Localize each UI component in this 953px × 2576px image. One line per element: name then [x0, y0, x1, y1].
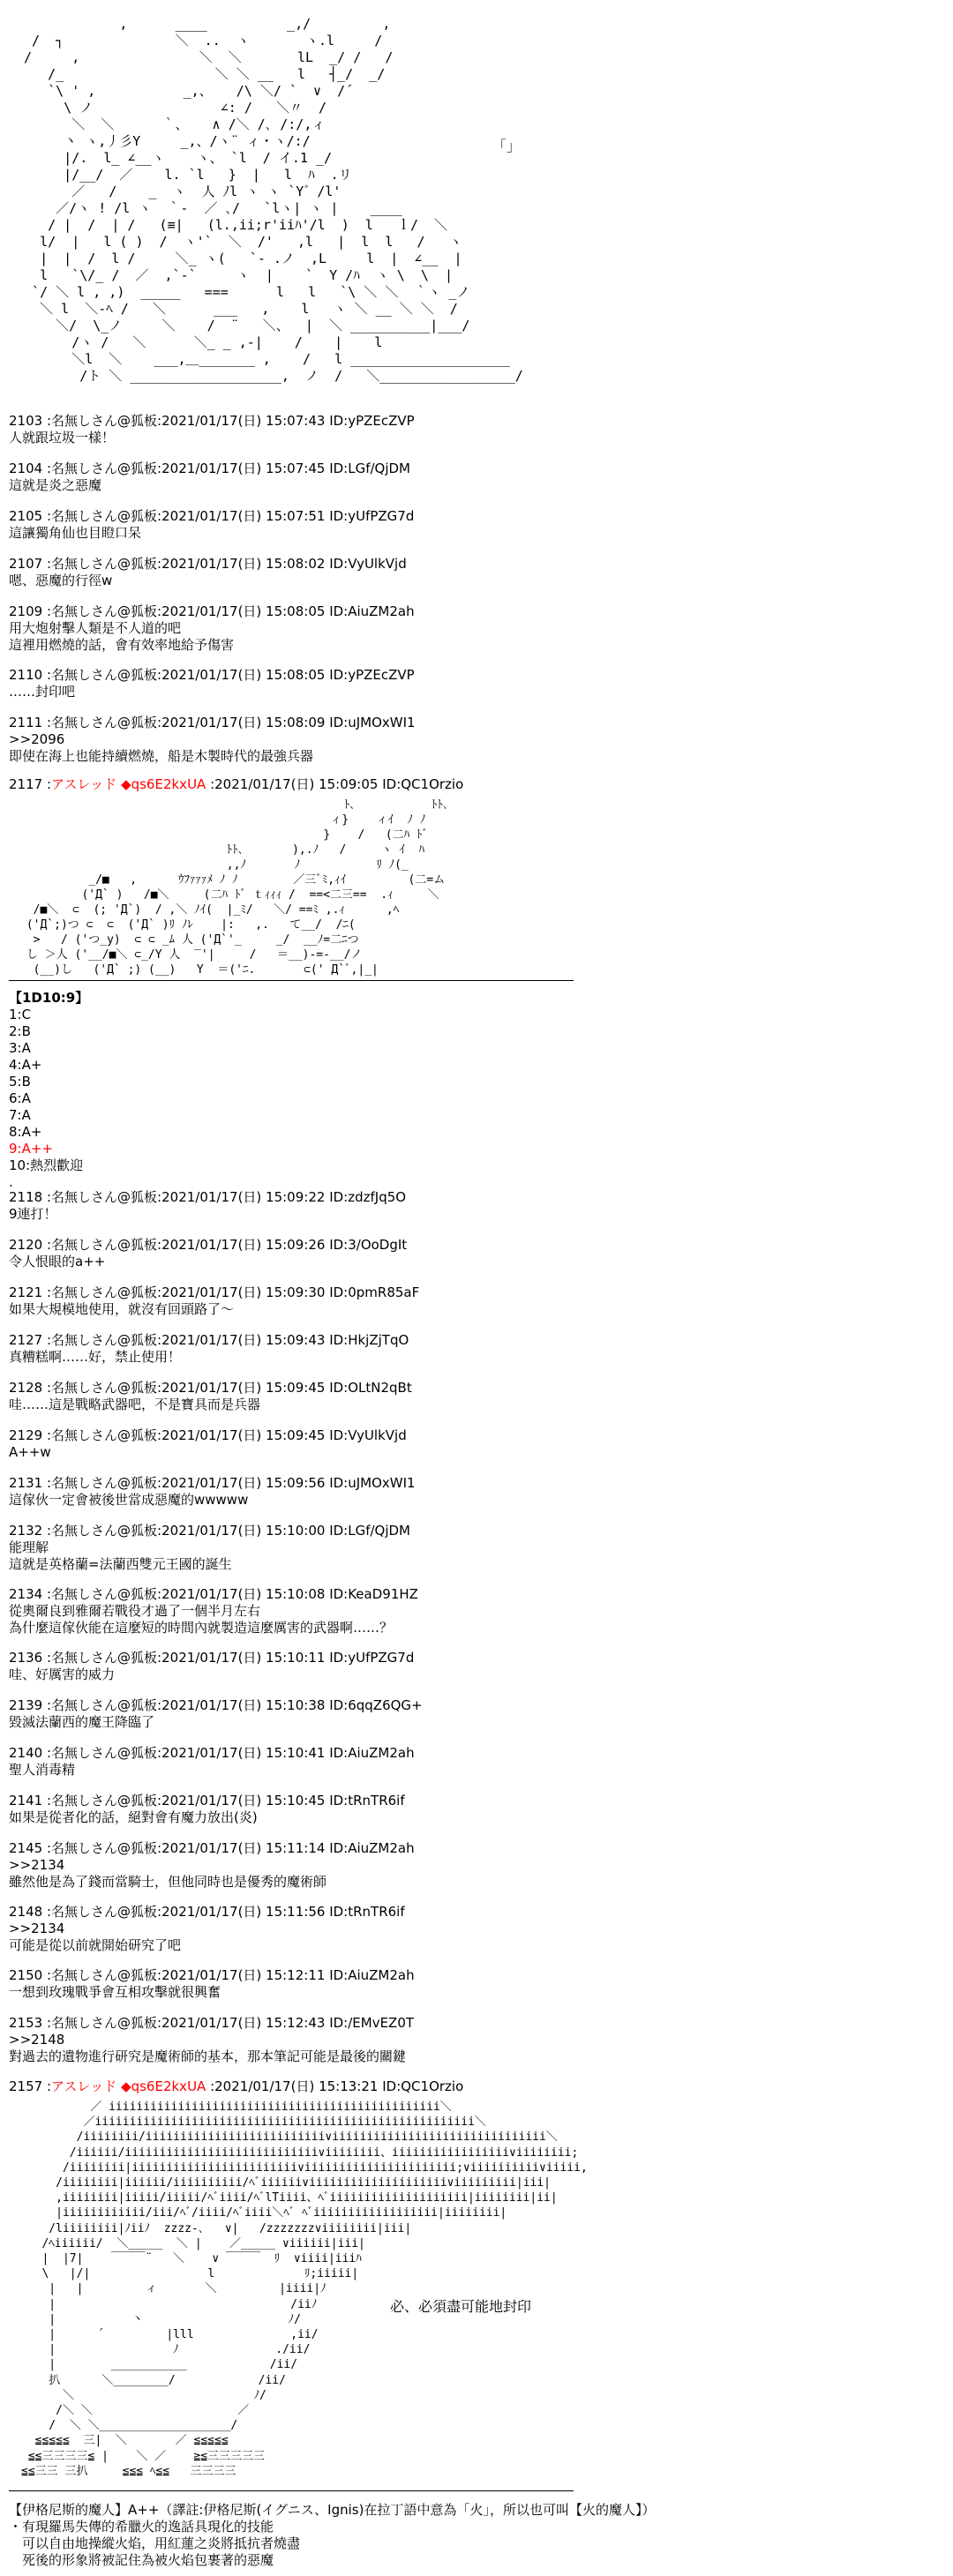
post-2105	[9, 508, 414, 542]
post-header: 2136 :名無しさん@狐板:2021/01/17(日) 15:10:11 ID:yUfPZG7d	[9, 1650, 415, 1666]
post-2103	[9, 413, 415, 446]
post-header: 2109 :名無しさん@狐板:2021/01/17(日) 15:08:05 ID:AiuZM2ah	[9, 603, 415, 619]
post-2134	[9, 1586, 418, 1636]
post-body: 如果大規模地使用，就沒有回頭路了～	[9, 1301, 235, 1317]
post-header: 2132 :名無しさん@狐板:2021/01/17(日) 15:10:00 ID:LGf/QjDM	[9, 1523, 410, 1539]
roll-item-highlight: 9:A++	[9, 1141, 53, 1157]
post-body: 用大炮射擊人類是不人道的吧 這裡用燃燒的話，會有效率地給予傷害	[9, 620, 235, 653]
roll-item: 5:B	[9, 1074, 31, 1090]
post-header: 2110 :名無しさん@狐板:2021/01/17(日) 15:08:05 ID:yPZEcZVP	[9, 667, 415, 683]
post-2121	[9, 1284, 419, 1318]
post-2157	[9, 2078, 463, 2095]
post-header: 2141 :名無しさん@狐板:2021/01/17(日) 15:10:45 ID:tRnTR6if	[9, 1793, 405, 1808]
aa-side-text: 「」	[492, 138, 522, 154]
skill-note: 【伊格尼斯的魔人】A++（譯註:伊格尼斯(イグニス、Ignis)在拉丁語中意為「火」，所以也可叫【火的魔人】） ・有現羅馬失傳的希臘火的逸話具現化的技能 可以自由地操縱火焰，用紅蓮之炎將抵抗者燒盡 死後的形象將被記住為被火焰包裹著的惡魔	[9, 2502, 656, 2568]
post-body: A++w	[9, 1444, 51, 1460]
post-body: 能理解 這就是英格蘭=法蘭西雙元王國的誕生	[9, 1539, 232, 1572]
post-body: 哇……這是戰略武器吧，不是寶具而是兵器	[9, 1397, 261, 1412]
post-header: 2140 :名無しさん@狐板:2021/01/17(日) 15:10:41 ID:AiuZM2ah	[9, 1745, 415, 1761]
post-2148	[9, 1904, 405, 1954]
post-header: 2128 :名無しさん@狐板:2021/01/17(日) 15:09:45 ID:OLtN2qBt	[9, 1380, 412, 1396]
author-name: アスレッド	[51, 2078, 117, 2094]
dice-roll-result	[9, 990, 88, 1191]
roll-title: 【1D10:9】	[9, 990, 89, 1006]
post-body: 如果是從者化的話，絕對會有魔力放出(炎)	[9, 1809, 258, 1825]
post-2107	[9, 556, 407, 589]
post-header: 2127 :名無しさん@狐板:2021/01/17(日) 15:09:43 ID:HkjZjTqO	[9, 1332, 409, 1348]
post-header: 2103 :名無しさん@狐板:2021/01/17(日) 15:07:43 ID:yPZEcZVP	[9, 413, 415, 429]
aa-side-text: 必、必須盡可能地封印	[390, 2298, 532, 2315]
post-body: 毀滅法蘭西的魔王降臨了	[9, 1714, 155, 1730]
post-2136	[9, 1650, 414, 1683]
post-header: 2120 :名無しさん@狐板:2021/01/17(日) 15:09:26 ID:3/OoDgIt	[9, 1237, 408, 1253]
post-2145	[9, 1840, 415, 1891]
post-body: 哇、好厲害的威力	[9, 1666, 116, 1682]
author-name: アスレッド	[51, 776, 117, 792]
post-2120	[9, 1237, 407, 1270]
post-body: 真糟糕啊……好，禁止使用！	[9, 1349, 182, 1365]
roll-item: 1:C	[9, 1007, 32, 1022]
post-header: 2134 :名無しさん@狐板:2021/01/17(日) 15:10:08 ID:KeaD91HZ	[9, 1586, 418, 1602]
post-header: 2107 :名無しさん@狐板:2021/01/17(日) 15:08:02 ID:VyUlkVjd	[9, 556, 407, 572]
author-trip: ◆qs6E2kxUA	[121, 2078, 206, 2094]
post-header: 2105 :名無しさん@狐板:2021/01/17(日) 15:07:51 ID:yUfPZG7d	[9, 508, 415, 524]
post-header: 2139 :名無しさん@狐板:2021/01/17(日) 15:10:38 ID:6qqZ6QG+	[9, 1697, 423, 1713]
post-2109	[9, 603, 415, 654]
post-header: 2148 :名無しさん@狐板:2021/01/17(日) 15:11:56 ID:tRnTR6if	[9, 1904, 405, 1920]
post-header: 2104 :名無しさん@狐板:2021/01/17(日) 15:07:45 ID:LGf/QjDM	[9, 461, 410, 476]
post-body: 人就跟垃圾一樣！	[9, 430, 116, 446]
post-body: 這就是炎之惡魔	[9, 477, 102, 493]
post-header: 2145 :名無しさん@狐板:2021/01/17(日) 15:11:14 ID:AiuZM2ah	[9, 1840, 415, 1856]
post-2110	[9, 667, 415, 700]
roll-item: 6:A	[9, 1090, 31, 1106]
ascii-art-stunned-face: ／ iiiiiiiiiiiiiiiiiiiiiiiiiiiiiiiiiiiiiiiiiiiiiiii＼ ／iiiiiiiiiiiiiiiiiiiiiiiiiiiiiiiiiiiiiiiiiiiiiiiiiiiiiii＼ /iiiiiiii/iiiiiiiiiiiiiiiiiiiiiiiiii∨iiiiiiiiiiiiiiiiiiiiiiiiiiiiiii＼ /iiiiii/iiiiiiiiiiiiiiiiiiiiiiiiiiii∨iiiiiiii、iiiiiiiiiiiiiiiii∨iiiiiiii; /iiiiiiii|iiiiiiiiiiiiiiiiiiiiiiii∨iiiiiiiiiiiiiiiiiiiiii;∨iiiiiiiiii∨iiiii, /iiiiiiii|iiiiii/iiiiiiiiii/ﾍﾞiiiiii∨iiiiiiiiiiiiiiiiiiii∨iiiiiiiii|iii| ,iiiiiiii|iiiii/iiiii/ﾍﾞiiii/ﾍﾞlTiiii、ﾍﾞiiiiiiiiiiiiiiiiiiii|iiiiiiii|ii| |iiiiiiiiiiii/iii/ﾍﾞ/iiii/ﾍﾞiiii＼ﾍﾞ ﾍﾞiiiiiiiiiiiiiiiiii|iiiiiiii| /liiiiiiii|ﾉiiﾉ zzzz-､ ∨| /zzzzzzz∨iiiiiiii|iii| /ﾍiiiiii/ ＼_____ ＼ | ／_____ ∨iiiiii|iii| | |7| ￣￣￣¨ ＼ ∨ ￣￣￣ ﾘ ∨iiii|iiiﾊ \ |/| l ﾘ;iiiii| | | ィ ＼ |iiii|ﾉ | /iiﾉ | 丶 ﾉ/ | ´ |lll ,ii/ | ﾉ ./ii/ | ___________ /ii/ 扒 ＼________/ /ii/ ＼ ﾉ/ /＼ ＼ ／ / ＼ ＼___________________/ ≦≦≦≦≦ 三| ＼ ／ ≦≦≦≦≦ ≦≦三三三三≦ | ＼ ／ ≧≦三三三三三 ≦≦三三 三扒 ≦≦≦ ﾍ≦≦ 三三三三	[21, 2100, 588, 2478]
post-2132	[9, 1523, 410, 1573]
post-body: 聖人消毒精	[9, 1762, 76, 1778]
post-2150	[9, 1967, 415, 2001]
post-header: 2131 :名無しさん@狐板:2021/01/17(日) 15:09:56 ID:uJMOxWI1	[9, 1475, 416, 1491]
roll-tail: .	[9, 1174, 13, 1190]
post-header: 2121 :名無しさん@狐板:2021/01/17(日) 15:09:30 ID:0pmR85aF	[9, 1284, 420, 1300]
post-body: ……封印吧	[9, 684, 76, 700]
post-header: 2118 :名無しさん@狐板:2021/01/17(日) 15:09:22 ID:zdzfJq5O	[9, 1189, 407, 1205]
post-header: 2153 :名無しさん@狐板:2021/01/17(日) 15:12:43 ID:/EMvEZ0T	[9, 2015, 415, 2031]
post-body: 令人恨眼的a++	[9, 1254, 106, 1269]
post-header: 2129 :名無しさん@狐板:2021/01/17(日) 15:09:45 ID:VyUlkVjd	[9, 1427, 407, 1443]
roll-item: 7:A	[9, 1107, 31, 1123]
post-body: 9連打！	[9, 1206, 57, 1222]
roll-item: 2:B	[9, 1023, 31, 1039]
divider	[9, 2490, 574, 2491]
post-header: 2157 :アスレッド ◆qs6E2kxUA :2021/01/17(日) 15:13:21 ID:QC1Orzio	[9, 2078, 464, 2094]
post-header: 2150 :名無しさん@狐板:2021/01/17(日) 15:12:11 ID:AiuZM2ah	[9, 1967, 415, 1983]
divider	[9, 980, 574, 981]
post-2111	[9, 715, 416, 765]
post-body: >>2134 可能是從以前就開始研究了吧	[9, 1921, 182, 1953]
post-body: 嗯、惡魔的行徑w	[9, 573, 113, 588]
roll-item: 4:A+	[9, 1057, 42, 1073]
post-2141	[9, 1793, 405, 1826]
post-2139	[9, 1697, 423, 1731]
post-body: 這讓獨角仙也目瞪口呆	[9, 525, 142, 541]
post-2153	[9, 2015, 414, 2065]
post-2104	[9, 461, 410, 494]
post-body: 這傢伙一定會被後世當成惡魔的wwwww	[9, 1492, 249, 1508]
ascii-art-cheering-crowd: ﾄ､ ﾄﾄ､ ィ} ィｲ ﾉ ﾉ } / (二ﾊ ﾄﾞ ﾄﾄ､ ),.ﾉ / ヽ ｲ ﾊ ,,ﾉ ﾉ ﾘ ﾉ(_ _/■ , ｳﾌｧｧｧﾒ ﾉ ﾉ ／三ﾞﾐ,ｨｲ (二=ム ('Д` ) /■＼ (二ﾊ ﾄﾞ ｔｨｨｨ / ==<二三== .ｨ ＼ /■＼ ⊂ (; 'Д`) / ,＼ ﾉｲ( |_ﾐ/ ＼/ ==ﾐ ,.ｨ ,ﾍ ('Д`;)つ ⊂ ⊂ ('Д` )ﾘ ﾉﾚ |: ,. て__/ /ﾆ( > / ('つ_y) ⊂ ⊂ _ﾑ 人 ('Д`'_ _/ __ﾉ=二ﾆつ し ＞人 ('__/■＼ ⊂_/Y 人 ‾'| / ＝__)-=-__/ノ (__)し ('Д` ;) (__) Y ＝('ﾆ. ⊂(' Д`ﾞ,|_|	[26, 798, 449, 977]
roll-item: 10:熱烈歡迎	[9, 1157, 84, 1173]
post-2127	[9, 1332, 409, 1366]
roll-item: 3:A	[9, 1040, 31, 1056]
post-body: 一想到玫瑰戰爭會互相攻擊就很興奮	[9, 1984, 221, 2000]
post-header: 2117 :アスレッド ◆qs6E2kxUA :2021/01/17(日) 15:09:05 ID:QC1Orzio	[9, 776, 464, 792]
post-body: 從奧爾良到雅爾若戰役才過了一個半月左右 為什麼這傢伙能在這麼短的時間內就製造這麼厲害的武器啊……？	[9, 1603, 394, 1636]
post-body: >>2134 雖然他是為了錢而當騎士，但他同時也是優秀的魔術師	[9, 1857, 327, 1890]
post-2131	[9, 1475, 416, 1509]
post-2129	[9, 1427, 407, 1461]
author-trip: ◆qs6E2kxUA	[121, 776, 206, 792]
post-body: >>2096 即使在海上也能持續燃燒，船是木製時代的最強兵器	[9, 731, 314, 764]
post-2140	[9, 1745, 415, 1778]
roll-item: 8:A+	[9, 1124, 42, 1140]
ascii-art-fire-demon: , ____ _,/ , / ┐ ＼ .. ヽ ヽ.l / / , ＼ ＼ lL _/ / / /_ ＼ ＼ __ l ┤_/ _/ `\ ' , _,、 /\ ＼/ ` ∨ /´ \ ノ ∠: / ＼〃 / ＼ ＼ ｀、 ∧ /＼ /､ /:/,ィ 丶 ヽ,丿彡Y _,、/ヽ¨ ィ・ヽ/:/ |/. l_ ∠__ヽ ヽ、 `l / イ.1 _/ |/__/ ／ l. `l } | l ﾊ .リ ／ / _ ヽ 人 ﾉl ヽ ヽ `Y゛/l' ／/ヽ ! /l ヽ ｀- ／ ､/ `lヽ| ヽ | ____ / | / | / (≡| (l.,ii;r'iiﾊ'/l ) l ｌ/ ＼ l/ | l ( ) / ヽ'` ＼ /' ,l | l l / ヽ | | / l / ＼_ ヽ( `- .ノ ,L l | ∠__ | l `\/_ / ／ ,`-` ヽ | ` Y /ﾊ ヽ \ \ | `/ ＼ l , ,) _____ === l l `\ ＼ ＼ ｀ヽ _ノ ＼ l ＼-ﾍ / ＼ ___ , l ヽ ＼ __ ＼ ＼ / ＼/ \_ノ ＼ / ¨ ＼、 | ＼ __________|___/ /ヽ / ＼ ＼_ _ ,-| / | l ＼l ＼ ___,＿_______ , / l ____________________ /ト ＼ ___________________, ノ / ＼_________________/	[24, 16, 523, 384]
post-2118	[9, 1189, 406, 1223]
post-2117	[9, 776, 463, 793]
post-2128	[9, 1380, 412, 1413]
post-header: 2111 :名無しさん@狐板:2021/01/17(日) 15:08:09 ID:uJMOxWI1	[9, 715, 416, 730]
post-body: >>2148 對過去的遺物進行研究是魔術師的基本，那本筆記可能是最後的關鍵	[9, 2032, 407, 2064]
